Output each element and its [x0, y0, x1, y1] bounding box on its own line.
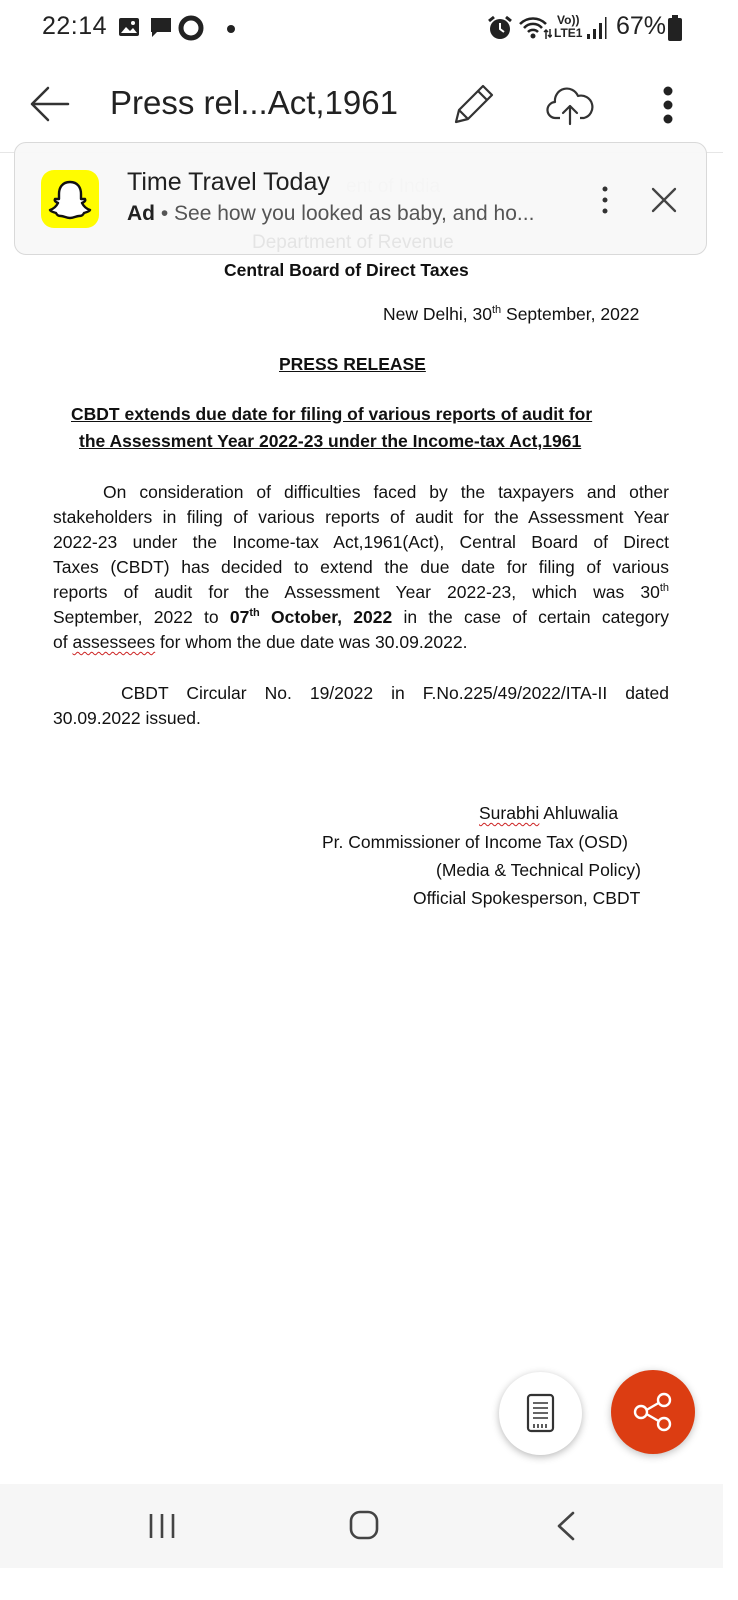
home-icon[interactable]	[347, 1508, 381, 1542]
alarm-icon	[486, 14, 514, 42]
para-line-2: stakeholders in filing of various reports of audit for the Assessment Year	[53, 507, 669, 527]
subject-line-1: CBDT extends due date for filing of various reports of audit for	[71, 404, 593, 424]
place-date: New Delhi, 30th September, 2022	[383, 304, 640, 324]
signatory-dept: (Media & Technical Policy)	[436, 860, 641, 880]
ad-label: Ad	[127, 202, 155, 225]
status-time: 22:14	[42, 12, 108, 40]
para-line-5: reports of audit for the Assessment Year 2022-23, which was 30th	[53, 582, 669, 602]
para-line-3: 2022-23 under the Income-tax Act,1961(Act), Central Board of Direct	[53, 532, 669, 552]
volte-indicator: Vo)) LTE1	[554, 13, 583, 40]
para-line-1: On consideration of difficulties faced by the taxpayers and other	[103, 482, 669, 502]
ad-close-icon[interactable]	[650, 186, 678, 214]
share-icon	[611, 1370, 695, 1454]
reading-mode-button[interactable]	[499, 1372, 582, 1455]
battery-percent: 67%	[616, 12, 667, 40]
para-line-6: September, 2022 to 07th October, 2022 in the case of certain category	[53, 607, 669, 627]
reading-mode-icon	[499, 1372, 582, 1455]
gallery-icon	[118, 17, 140, 37]
signatory-name: Surabhi Ahluwalia	[479, 803, 619, 823]
subject-line-2: the Assessment Year 2022-23 under the Income-tax Act,1961	[79, 431, 582, 451]
battery-icon	[667, 14, 683, 42]
signal-icon	[585, 16, 609, 40]
ad-separator: •	[160, 202, 169, 225]
edit-pencil-icon[interactable]	[450, 82, 496, 128]
signatory-role: Official Spokesperson, CBDT	[413, 888, 641, 908]
ad-more-options-icon[interactable]	[598, 184, 612, 218]
signatory-designation: Pr. Commissioner of Income Tax (OSD)	[322, 832, 629, 852]
system-nav-bar	[0, 1484, 723, 1568]
share-button[interactable]	[611, 1370, 695, 1454]
ad-text-line[interactable]	[127, 202, 534, 226]
ad-title[interactable]: Time Travel Today	[127, 168, 330, 196]
document-title: Press rel...Act,1961	[110, 84, 398, 121]
wifi-icon	[518, 15, 552, 41]
recent-apps-icon[interactable]	[146, 1511, 178, 1541]
back-arrow-icon[interactable]	[28, 84, 72, 124]
cloud-upload-icon[interactable]	[546, 84, 594, 128]
press-release-heading: PRESS RELEASE	[279, 354, 426, 374]
circular-line-2: 30.09.2022 issued.	[53, 708, 201, 728]
para-line-4: Taxes (CBDT) has decided to extend the due date for filing of various	[53, 557, 669, 577]
snapchat-logo-icon[interactable]	[41, 170, 99, 228]
chat-bubble-icon	[149, 16, 173, 38]
circular-line-1: CBDT Circular No. 19/2022 in F.No.225/49/2022/ITA-II dated	[121, 683, 669, 703]
ad-text: See how you looked as baby, and ho...	[174, 202, 535, 225]
dot-icon	[226, 24, 236, 34]
doc-header-ghost-2: Department of Revenue	[252, 232, 454, 253]
board-name: Central Board of Direct Taxes	[224, 260, 469, 280]
nav-back-icon[interactable]	[553, 1510, 579, 1542]
more-options-icon[interactable]	[658, 84, 678, 128]
para-line-7: of assessees for whom the due date was 30.09.2022.	[53, 632, 468, 652]
circle-app-icon	[178, 15, 204, 41]
